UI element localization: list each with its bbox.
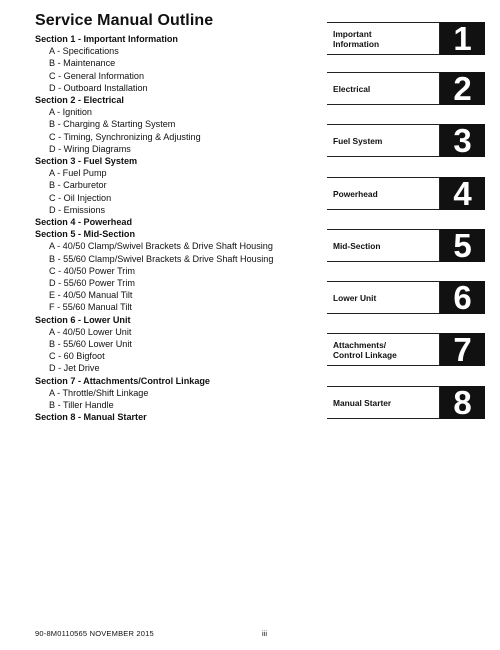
tab-number: 8 [440, 386, 485, 419]
section-item: B - 55/60 Lower Unit [49, 339, 132, 350]
section-heading: Section 3 - Fuel System [35, 156, 138, 167]
section-item: B - 55/60 Clamp/Swivel Brackets & Drive Shaft Housing [49, 253, 274, 264]
section-tab-2 [327, 69, 485, 107]
section-item: C - Oil Injection [49, 192, 112, 203]
section-item: C - General Information [49, 70, 145, 81]
tab-number: 7 [440, 333, 485, 366]
section-item: D - Outboard Installation [49, 82, 148, 93]
section-heading: Section 5 - Mid-Section [35, 229, 136, 240]
section-item: D - Emissions [49, 204, 106, 215]
section-item: A - Throttle/Shift Linkage [49, 387, 149, 398]
tab-label-line: Electrical [333, 83, 371, 94]
footer-doc-number: 90-8M0110565 NOVEMBER 2015 [35, 629, 154, 638]
tab-number: 2 [440, 72, 485, 105]
section-item: D - Jet Drive [49, 363, 100, 374]
section-heading: Section 4 - Powerhead [35, 217, 133, 228]
section-item: A - 40/50 Clamp/Swivel Brackets & Drive Shaft Housing [49, 241, 273, 252]
section-tab-5 [327, 226, 485, 264]
tab-label-line: Control Linkage [333, 349, 397, 360]
tab-number: 1 [440, 22, 485, 55]
section-item: E - 40/50 Manual Tilt [49, 290, 133, 301]
tab-label-line: Manual Starter [333, 397, 392, 408]
section-item: C - 40/50 Power Trim [49, 265, 135, 276]
section-tab-1 [327, 19, 485, 57]
section-heading: Section 8 - Manual Starter [35, 412, 147, 423]
section-tab-8 [327, 383, 485, 421]
tab-label [333, 230, 437, 261]
section-item: F - 55/60 Manual Tilt [49, 302, 132, 313]
tab-label-line: Powerhead [333, 188, 378, 199]
tab-label [333, 387, 437, 418]
tab-label-line: Fuel System [333, 135, 383, 146]
section-item: D - Wiring Diagrams [49, 143, 131, 154]
section-heading: Section 7 - Attachments/Control Linkage [35, 375, 210, 386]
tab-label [333, 178, 437, 209]
footer-page-number: iii [262, 629, 267, 638]
section-item: D - 55/60 Power Trim [49, 278, 135, 289]
section-item: A - Specifications [49, 46, 119, 57]
section-item: B - Maintenance [49, 58, 116, 69]
tab-label-line: Important [333, 28, 372, 39]
tab-label-line: Mid-Section [333, 240, 381, 251]
section-item: A - 40/50 Lower Unit [49, 326, 132, 337]
section-item: A - Fuel Pump [49, 168, 107, 179]
section-outline [35, 33, 325, 424]
section-item: C - Timing, Synchronizing & Adjusting [49, 131, 201, 142]
tab-label [333, 282, 437, 313]
tab-label [333, 73, 437, 104]
tab-label-line: Lower Unit [333, 292, 377, 303]
tab-number: 4 [440, 177, 485, 210]
section-tab-7 [327, 330, 485, 368]
tab-number: 3 [440, 124, 485, 157]
section-tab-6 [327, 278, 485, 316]
tab-label-line: Information [333, 38, 380, 49]
section-item: A - Ignition [49, 107, 92, 118]
tab-number: 5 [440, 229, 485, 262]
tab-label-line: Attachments/ [333, 339, 387, 350]
section-item: C - 60 Bigfoot [49, 351, 105, 362]
section-tab-3 [327, 121, 485, 159]
section-heading: Section 2 - Electrical [35, 95, 124, 106]
section-item: B - Charging & Starting System [49, 119, 176, 130]
tab-label [333, 23, 437, 54]
section-item: B - Tiller Handle [49, 400, 114, 411]
page-title: Service Manual Outline [35, 12, 214, 29]
tab-number: 6 [440, 281, 485, 314]
tab-label [333, 125, 437, 156]
section-item: B - Carburetor [49, 180, 107, 191]
section-heading: Section 6 - Lower Unit [35, 314, 131, 325]
tab-label [333, 334, 437, 365]
section-tab-4 [327, 174, 485, 212]
section-heading: Section 1 - Important Information [35, 34, 178, 44]
